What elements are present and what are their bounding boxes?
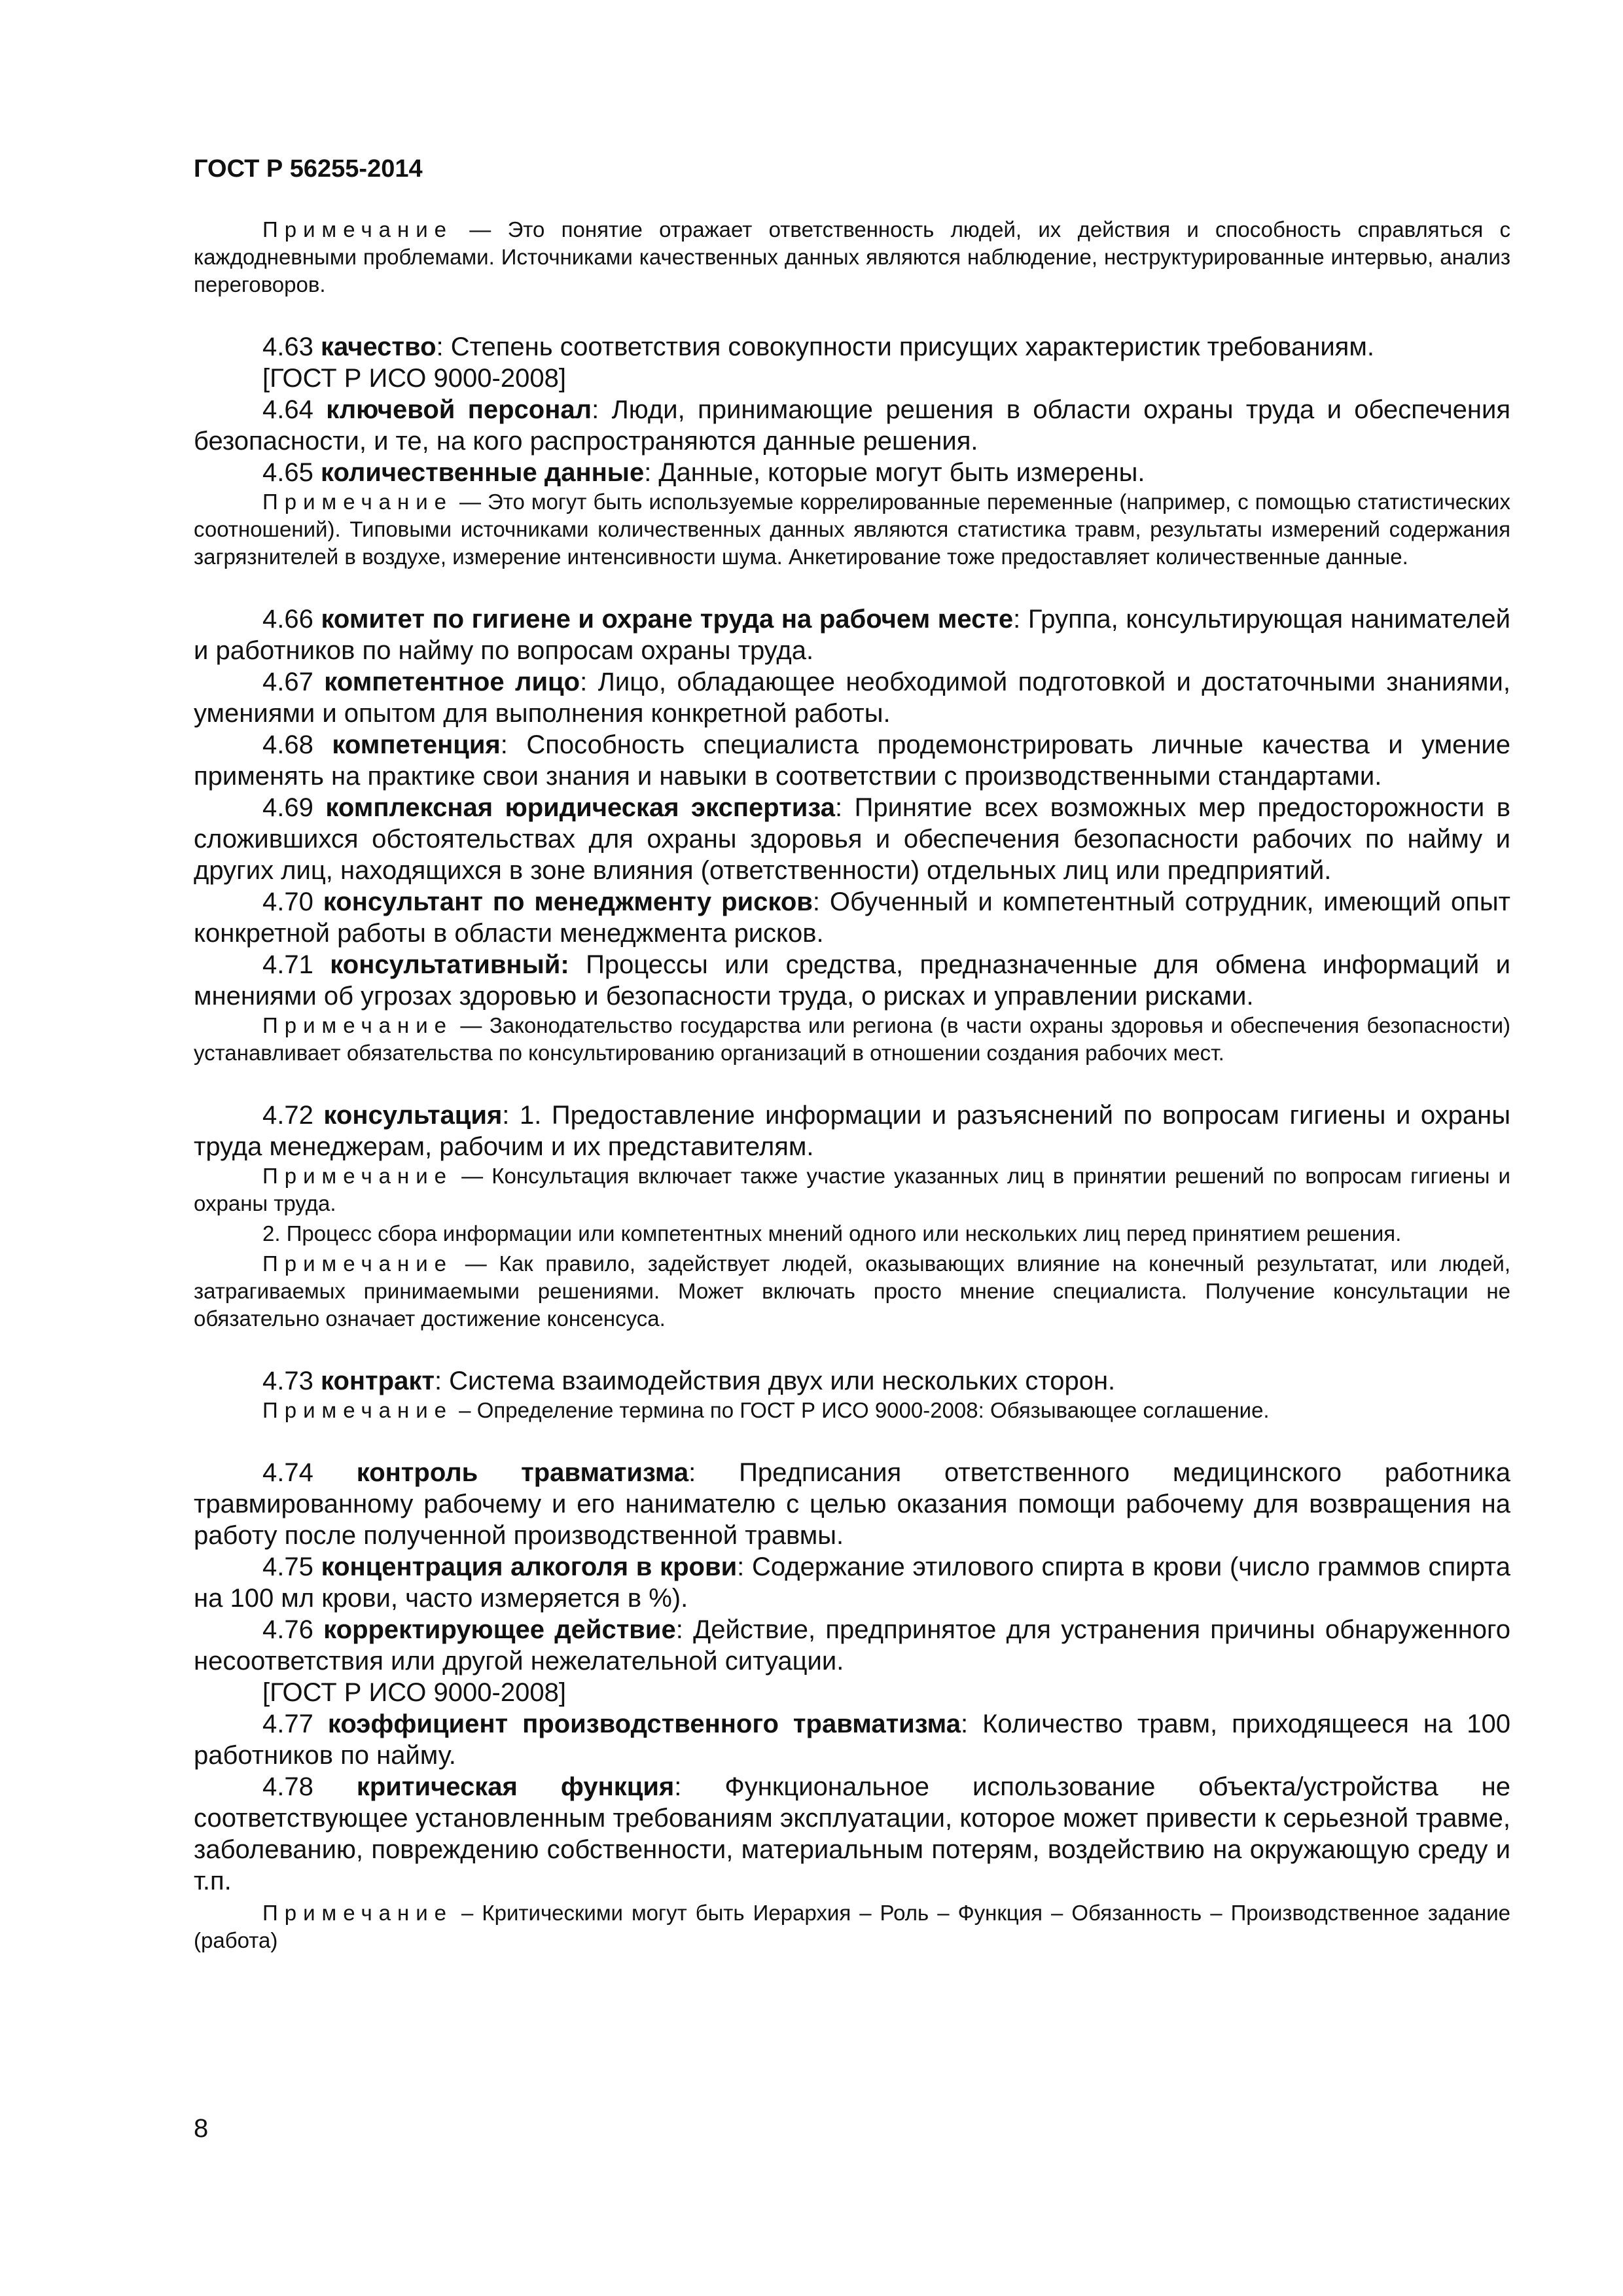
entry-definition: : Группа, консультирующая нанимателей и работников по найму по вопросам охраны труда. [194,605,1511,665]
entry-source: [ГОСТ Р ИСО 9000-2008] [262,364,566,393]
entry-4-68 [194,729,1510,792]
page-number: 8 [194,2114,209,2143]
entry-4-76 [194,1614,1510,1677]
entry-term: консультант по менеджменту рисков [323,888,813,916]
note-label: Примечание [262,217,454,242]
entry-term: контроль травматизма [356,1458,689,1487]
note-text: — Как правило, задействует людей, оказывающих влияние на конечный результатат, или людей, затрагиваемых принимаемыми решениями. Может включать просто мнение специалиста. Получение консультации не обязательно означает достижение консенсуса. [194,1251,1510,1331]
entry-definition: : 1. Предоставление информации и разъяснений по вопросам гигиены и охраны труда менеджерам, рабочим и их представителям. [194,1101,1510,1161]
entry-definition: : Действие, предпринятое для устранения причины обнаруженного несоответствия или другой нежелательной ситуации. [194,1615,1510,1676]
entry-definition: : Предписания ответственного медицинского работника травмированному рабочему и его нанимателю с целью оказания помощи рабочему для возвращения на работу после полученной производственной травмы. [194,1458,1510,1550]
entry-4-70 [194,886,1510,949]
note-label: Примечание [262,490,454,514]
entry-number: 4.76 [262,1615,324,1644]
entry-sub-item: 2. Процесс сбора информации или компетентных мнений одного или нескольких лиц перед принятием решения. [262,1221,1402,1246]
entry-definition: : Количество травм, приходящееся на 100 работников по найму. [194,1710,1510,1770]
entry-definition: : Способность специалиста продемонстрировать личные качества и умение применять на практике свои знания и навыки в соответствии с производственными стандартами. [194,730,1511,791]
entry-term: компетентное лицо [324,668,580,696]
entry-term: количественные данные [320,458,645,487]
entry-term: комитет по гигиене и охране труда на рабочем месте [321,605,1014,634]
entry-note [194,1162,1510,1217]
entry-term: консультация [323,1101,503,1130]
entry-4-78 [194,1771,1510,1897]
note-text: — Консультация включает также участие указанных лиц в принятии решений по вопросам гигиены и охраны труда. [194,1164,1510,1215]
entry-number: 4.69 [262,793,326,822]
entry-4-71 [194,949,1510,1012]
entry-number: 4.73 [262,1367,321,1395]
entry-4-72 [194,1100,1510,1162]
note-text: – Определение термина по ГОСТ Р ИСО 9000-2008: Обязывающее соглашение. [453,1398,1270,1422]
note-text: — Это понятие отражает ответственность людей, их действия и способность справляться с каждодневными проблемами. Источниками качественных данных являются наблюдение, неструктурированные интервью, анализ переговоров. [194,217,1510,296]
entry-term: комплексная юридическая экспертиза [325,793,835,822]
entry-term: контракт [320,1367,435,1395]
entry-4-63 [194,331,1510,363]
document-header: ГОСТ Р 56255-2014 [194,155,423,183]
note-text: — Это могут быть используемые коррелированные переменные (например, с помощью статистических соотношений). Типовыми источниками количественных данных являются статистика травм, результаты измерений содержания загрязнителей в воздухе, измерение интенсивности шума. Анкетирование тоже предоставляет количественные данные. [194,490,1510,569]
entry-number: 4.66 [262,605,321,634]
entry-note [194,1250,1510,1333]
entry-note [194,1397,1510,1424]
entry-4-67 [194,666,1510,729]
note-label: Примечание [262,1251,454,1276]
entry-4-74 [194,1457,1510,1551]
entry-definition: : Система взаимодействия двух или нескольких сторон. [434,1367,1116,1395]
entry-term: коэффициент производственного травматизма [327,1710,961,1738]
entry-note [194,1012,1510,1067]
entry-number: 4.75 [262,1552,321,1581]
note-label: Примечание [262,1164,454,1188]
entry-4-75 [194,1551,1510,1614]
entry-note [194,488,1510,571]
entry-number: 4.78 [262,1772,357,1801]
note-text: – Критическими могут быть Иерархия – Роль – Функция – Обязанность – Производственное задание (работа) [194,1901,1510,1952]
entry-definition: : Степень соответствия совокупности присущих характеристик требованиям. [436,332,1374,361]
entry-4-69 [194,792,1510,886]
entry-term: критическая функция [356,1772,675,1801]
entry-number: 4.70 [262,888,323,916]
entry-4-65 [194,457,1510,488]
entry-number: 4.64 [262,395,327,424]
entry-definition: : Принятие всех возможных мер предосторожности в сложившихся обстоятельствах для охраны здоровья и обеспечения безопасности рабочих по найму и других лиц, находящихся в зоне влияния (ответственности) отдельных лиц или предприятий. [194,793,1511,885]
entry-number: 4.68 [262,730,332,759]
entry-term: корректирующее действие [323,1615,676,1644]
entry-4-77 [194,1708,1510,1771]
entry-note [194,1899,1510,1954]
note-text: — Законодательство государства или региона (в части охраны здоровья и обеспечения безопасности) устанавливает обязательства по консультированию организаций в отношении создания рабочих мест. [194,1013,1510,1065]
note-label: Примечание [262,1013,454,1037]
entry-4-66 [194,603,1510,666]
entry-definition: : Функциональное использование объекта/устройства не соответствующее установленным требованиям эксплуатации, которое может привести к серьезной травме, заболеванию, повреждению собственности, материальным потерям, воздействию на окружающую среду и т.п. [194,1772,1510,1895]
entry-definition: : Люди, принимающие решения в области охраны труда и обеспечения безопасности, и те, на кого распространяются данные решения. [194,395,1510,456]
entry-number: 4.74 [262,1458,357,1487]
note-label: Примечание [262,1901,454,1925]
entry-number: 4.71 [262,950,330,979]
entry-4-73 [194,1365,1510,1397]
entry-term: концентрация алкоголя в крови [321,1552,738,1581]
entry-term: консультативный: [330,950,569,979]
entry-number: 4.63 [262,332,321,361]
entry-4-64 [194,394,1510,457]
entry-number: 4.67 [262,668,325,696]
entry-definition: Процессы или средства, предназначенные для обмена информаций и мнениями об угрозах здоровью и безопасности труда, о рисках и управлении рисками. [194,950,1510,1011]
entry-definition: : Обученный и компетентный сотрудник, имеющий опыт конкретной работы в области менеджмента рисков. [194,888,1511,948]
entry-number: 4.77 [262,1710,328,1738]
entry-term: ключевой персонал [326,395,592,424]
document-body [194,216,1510,1954]
entry-source: [ГОСТ Р ИСО 9000-2008] [262,1678,566,1707]
entry-term: качество [320,332,437,361]
entry-number: 4.72 [262,1101,324,1130]
entry-term: компетенция [332,730,501,759]
note-label: Примечание [262,1398,454,1422]
note-intro [194,216,1510,298]
entry-definition: : Лицо, обладающее необходимой подготовкой и достаточными знаниями, умениями и опытом для выполнения конкретной работы. [194,668,1511,728]
entry-definition: : Содержание этилового спирта в крови (число граммов спирта на 100 мл крови, часто измеряется в %). [194,1552,1510,1613]
entry-number: 4.65 [262,458,321,487]
entry-definition: : Данные, которые могут быть измерены. [644,458,1145,487]
